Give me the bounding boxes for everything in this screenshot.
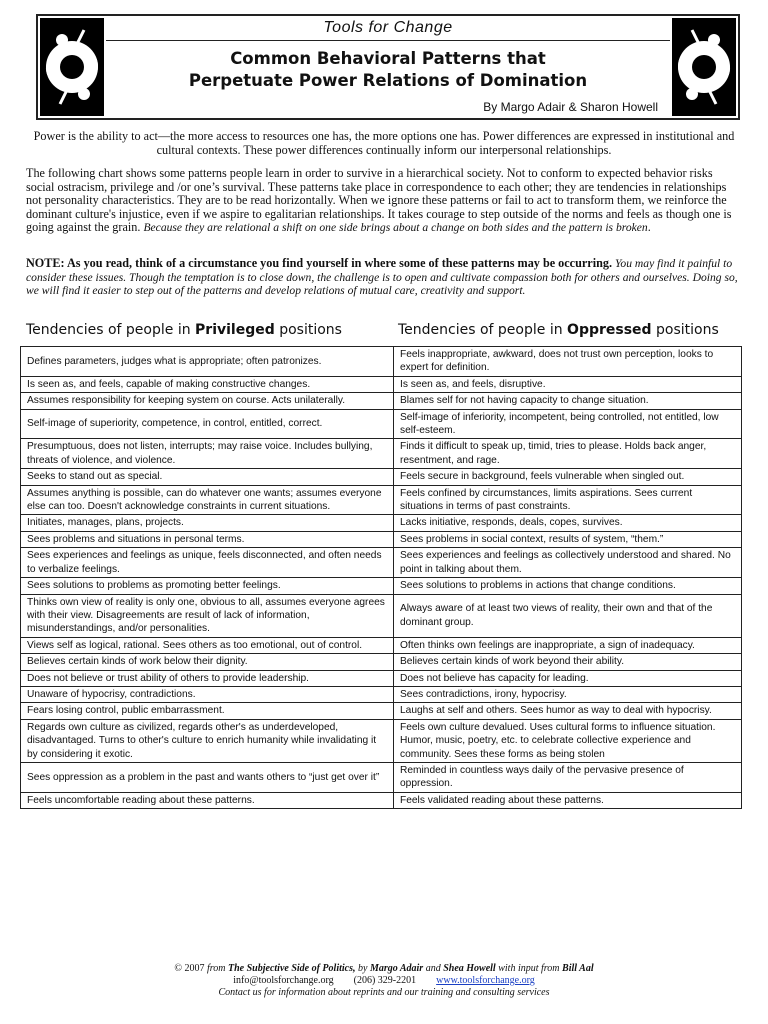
pattern-row	[21, 376, 742, 392]
privileged-tendency-cell: Assumes responsibility for keeping system on course. Acts unilaterally.	[21, 393, 394, 409]
pattern-row	[21, 654, 742, 670]
oppressed-tendency-cell: Feels secure in background, feels vulnerable when singled out.	[394, 469, 742, 485]
privileged-tendency-cell: Sees problems and situations in personal terms.	[21, 531, 394, 547]
intro-paragraph-chart: The following chart shows some patterns people learn in order to survive in a hierarchical society. Not to conform to expected behavior risks social ostracism, privilege and /or one’s survival. These patterns take place in correspondence to each other; they are tendencies in relationships not personality characteristics. They are to be read horizontally. When we ignore these patterns or fail to act to transform them, we reinforce the dominant culture's injustice, even if we aspire to egalitarian relationships. It takes courage to step outside of the norms and feels as though one is going against the grain. Because they are relational a shift on one side brings about a change on both sides and the pattern is broken.	[26, 166, 732, 235]
pattern-row	[21, 792, 742, 808]
oppressed-tendency-cell: Lacks initiative, responds, deals, copes, survives.	[394, 515, 742, 531]
pattern-row	[21, 594, 742, 637]
pattern-row	[21, 409, 742, 439]
note-italic-text: You may find it painful to consider these issues. Though the temptation is to close down, the challenge is to open and cultivate compassion both for others and ourselves. Doing so, we will find it easier to step out of the patterns and develop relations of mutual care, creativity and support.	[26, 257, 738, 298]
privileged-tendency-cell: Presumptuous, does not listen, interrupts; may raise voice. Includes bullying, threats of violence, and violence.	[21, 439, 394, 469]
pattern-row	[21, 531, 742, 547]
privileged-tendency-cell: Sees solutions to problems as promoting better feelings.	[21, 578, 394, 594]
privileged-tendency-cell: Views self as logical, rational. Sees others as too emotional, out of control.	[21, 637, 394, 653]
oppressed-tendency-cell: Sees experiences and feelings as collectively understood and shared. No point in talking about them.	[394, 548, 742, 578]
intro-paragraph-power	[26, 130, 742, 157]
pattern-row	[21, 485, 742, 515]
note-paragraph	[26, 257, 742, 298]
oppressed-tendency-cell: Finds it difficult to speak up, timid, tries to please. Holds back anger, resentment, and rage.	[394, 439, 742, 469]
privileged-tendency-cell: Fears losing control, public embarrassment.	[21, 703, 394, 719]
privileged-tendency-cell: Believes certain kinds of work below their dignity.	[21, 654, 394, 670]
footer-credit-line: © 2007 from The Subjective Side of Politics, by Margo Adair and Shea Howell with input from Bill Aal	[174, 963, 594, 974]
oppressed-tendency-cell: Reminded in countless ways daily of the pervasive presence of oppression.	[394, 762, 742, 792]
patterns-table	[20, 346, 742, 809]
page-title	[108, 48, 668, 92]
privileged-tendency-cell: Thinks own view of reality is only one, obvious to all, assumes everyone agrees with their view. Disagreements are result of lack of information, misunderstandings, and/or personalities.	[21, 594, 394, 637]
pattern-row	[21, 548, 742, 578]
oppressed-tendency-cell: Laughs at self and others. Sees humor as way to deal with hypocrisy.	[394, 703, 742, 719]
footer	[0, 963, 768, 999]
privileged-tendency-cell: Sees experiences and feelings as unique, feels disconnected, and often needs to verbalize feelings.	[21, 548, 394, 578]
oppressed-tendency-cell: Feels own culture devalued. Uses cultural forms to influence situation. Humor, music, poetry, etc. to celebrate collective experience and community. Sees these forms as being stolen	[394, 719, 742, 762]
oppressed-tendency-cell: Believes certain kinds of work beyond their ability.	[394, 654, 742, 670]
oppressed-tendency-cell: Sees contradictions, irony, hypocrisy.	[394, 686, 742, 702]
privileged-tendency-cell: Feels uncomfortable reading about these patterns.	[21, 792, 394, 808]
pattern-row	[21, 578, 742, 594]
privileged-tendency-cell: Does not believe or trust ability of others to provide leadership.	[21, 670, 394, 686]
privileged-column-heading: Tendencies of people in Privileged positions	[26, 322, 342, 338]
oppressed-tendency-cell: Feels validated reading about these patterns.	[394, 792, 742, 808]
privileged-tendency-cell: Initiates, manages, plans, projects.	[21, 515, 394, 531]
footer-email[interactable]: info@toolsforchange.org	[233, 975, 334, 986]
footer-contact-note: Contact us for information about reprints and our training and consulting services	[218, 987, 550, 998]
privileged-tendency-cell: Seeks to stand out as special.	[21, 469, 394, 485]
patterns-table-body	[21, 347, 742, 809]
pattern-row	[21, 393, 742, 409]
privileged-tendency-cell: Self-image of superiority, competence, in control, entitled, correct.	[21, 409, 394, 439]
oppressed-tendency-cell: Blames self for not having capacity to change situation.	[394, 393, 742, 409]
intro-p2-text: The following chart shows some patterns people learn in order to survive in a hierarchical society. Not to conform to expected behavior risks social ostracism, privilege and /or one’s survival. These patterns take place in correspondence to each other; they are tendencies in relationships not personality characteristics. They are to be read horizontally. When we ignore these patterns or fail to act to transform them, we reinforce the dominant culture's injustice, even if we aspire to egalitarian relationships. It takes courage to step outside of the norms and feels as though one is going against the grain.	[26, 166, 732, 235]
pattern-row	[21, 670, 742, 686]
privileged-tendency-cell: Assumes anything is possible, can do whatever one wants; assumes everyone else can too. Doesn't acknowledge constraints in current situations.	[21, 485, 394, 515]
privileged-tendency-cell: Is seen as, and feels, capable of making constructive changes.	[21, 376, 394, 392]
oppressed-tendency-cell: Sees solutions to problems in actions that change conditions.	[394, 578, 742, 594]
pattern-row	[21, 439, 742, 469]
pattern-row	[21, 347, 742, 377]
pattern-row	[21, 703, 742, 719]
oppressed-tendency-cell: Always aware of at least two views of reality, their own and that of the dominant group.	[394, 594, 742, 637]
note-bold-text: NOTE: As you read, think of a circumstance you find yourself in where some of these patterns may be occurring.	[26, 256, 612, 270]
oppressed-column-heading: Tendencies of people in Oppressed positions	[398, 322, 719, 338]
oppressed-tendency-cell: Sees problems in social context, results of system, “them.”	[394, 531, 742, 547]
privileged-tendency-cell: Sees oppression as a problem in the past and wants others to “just get over it”	[21, 762, 394, 792]
oppressed-tendency-cell: Often thinks own feelings are inappropriate, a sign of inadequacy.	[394, 637, 742, 653]
pattern-row	[21, 762, 742, 792]
header-divider	[106, 40, 670, 41]
privileged-tendency-cell: Regards own culture as civilized, regards other's as underdeveloped, disadvantaged. Turns to other's culture to enrich humanity while invalidating it by considering it exotic.	[21, 719, 394, 762]
title-line-2: Perpetuate Power Relations of Domination	[188, 71, 588, 90]
pattern-row	[21, 469, 742, 485]
oppressed-tendency-cell: Feels inappropriate, awkward, does not trust own perception, looks to expert for definition.	[394, 347, 742, 377]
intro-p2-italic: Because they are relational a shift on one side brings about a change on both sides and the pattern is broken	[143, 221, 648, 235]
pattern-row	[21, 515, 742, 531]
title-line-1: Common Behavioral Patterns that	[230, 49, 546, 68]
document-header	[36, 14, 740, 120]
privileged-tendency-cell: Unaware of hypocrisy, contradictions.	[21, 686, 394, 702]
footer-website-link[interactable]: www.toolsforchange.org	[436, 975, 535, 986]
pattern-row	[21, 719, 742, 762]
pattern-row	[21, 686, 742, 702]
oppressed-tendency-cell: Self-image of inferiority, incompetent, being controlled, not entitled, low self-esteem.	[394, 409, 742, 439]
series-title: Tools for Change	[323, 19, 453, 36]
intro-p1-text: Power is the ability to act—the more access to resources one has, the more options one has. Power differences are expressed in institutional and cultural contexts. These power differences continually inform our interpersonal relationships.	[33, 129, 735, 157]
oppressed-tendency-cell: Does not believe has capacity for leading.	[394, 670, 742, 686]
footer-phone: (206) 329-2201	[353, 975, 417, 986]
privileged-tendency-cell: Defines parameters, judges what is appropriate; often patronizes.	[21, 347, 394, 377]
footer-contact-line	[0, 975, 768, 987]
byline: By Margo Adair & Sharon Howell	[483, 100, 658, 114]
pattern-row	[21, 637, 742, 653]
oppressed-tendency-cell: Is seen as, and feels, disruptive.	[394, 376, 742, 392]
oppressed-tendency-cell: Feels confined by circumstances, limits aspirations. Sees current situations in terms of past constraints.	[394, 485, 742, 515]
